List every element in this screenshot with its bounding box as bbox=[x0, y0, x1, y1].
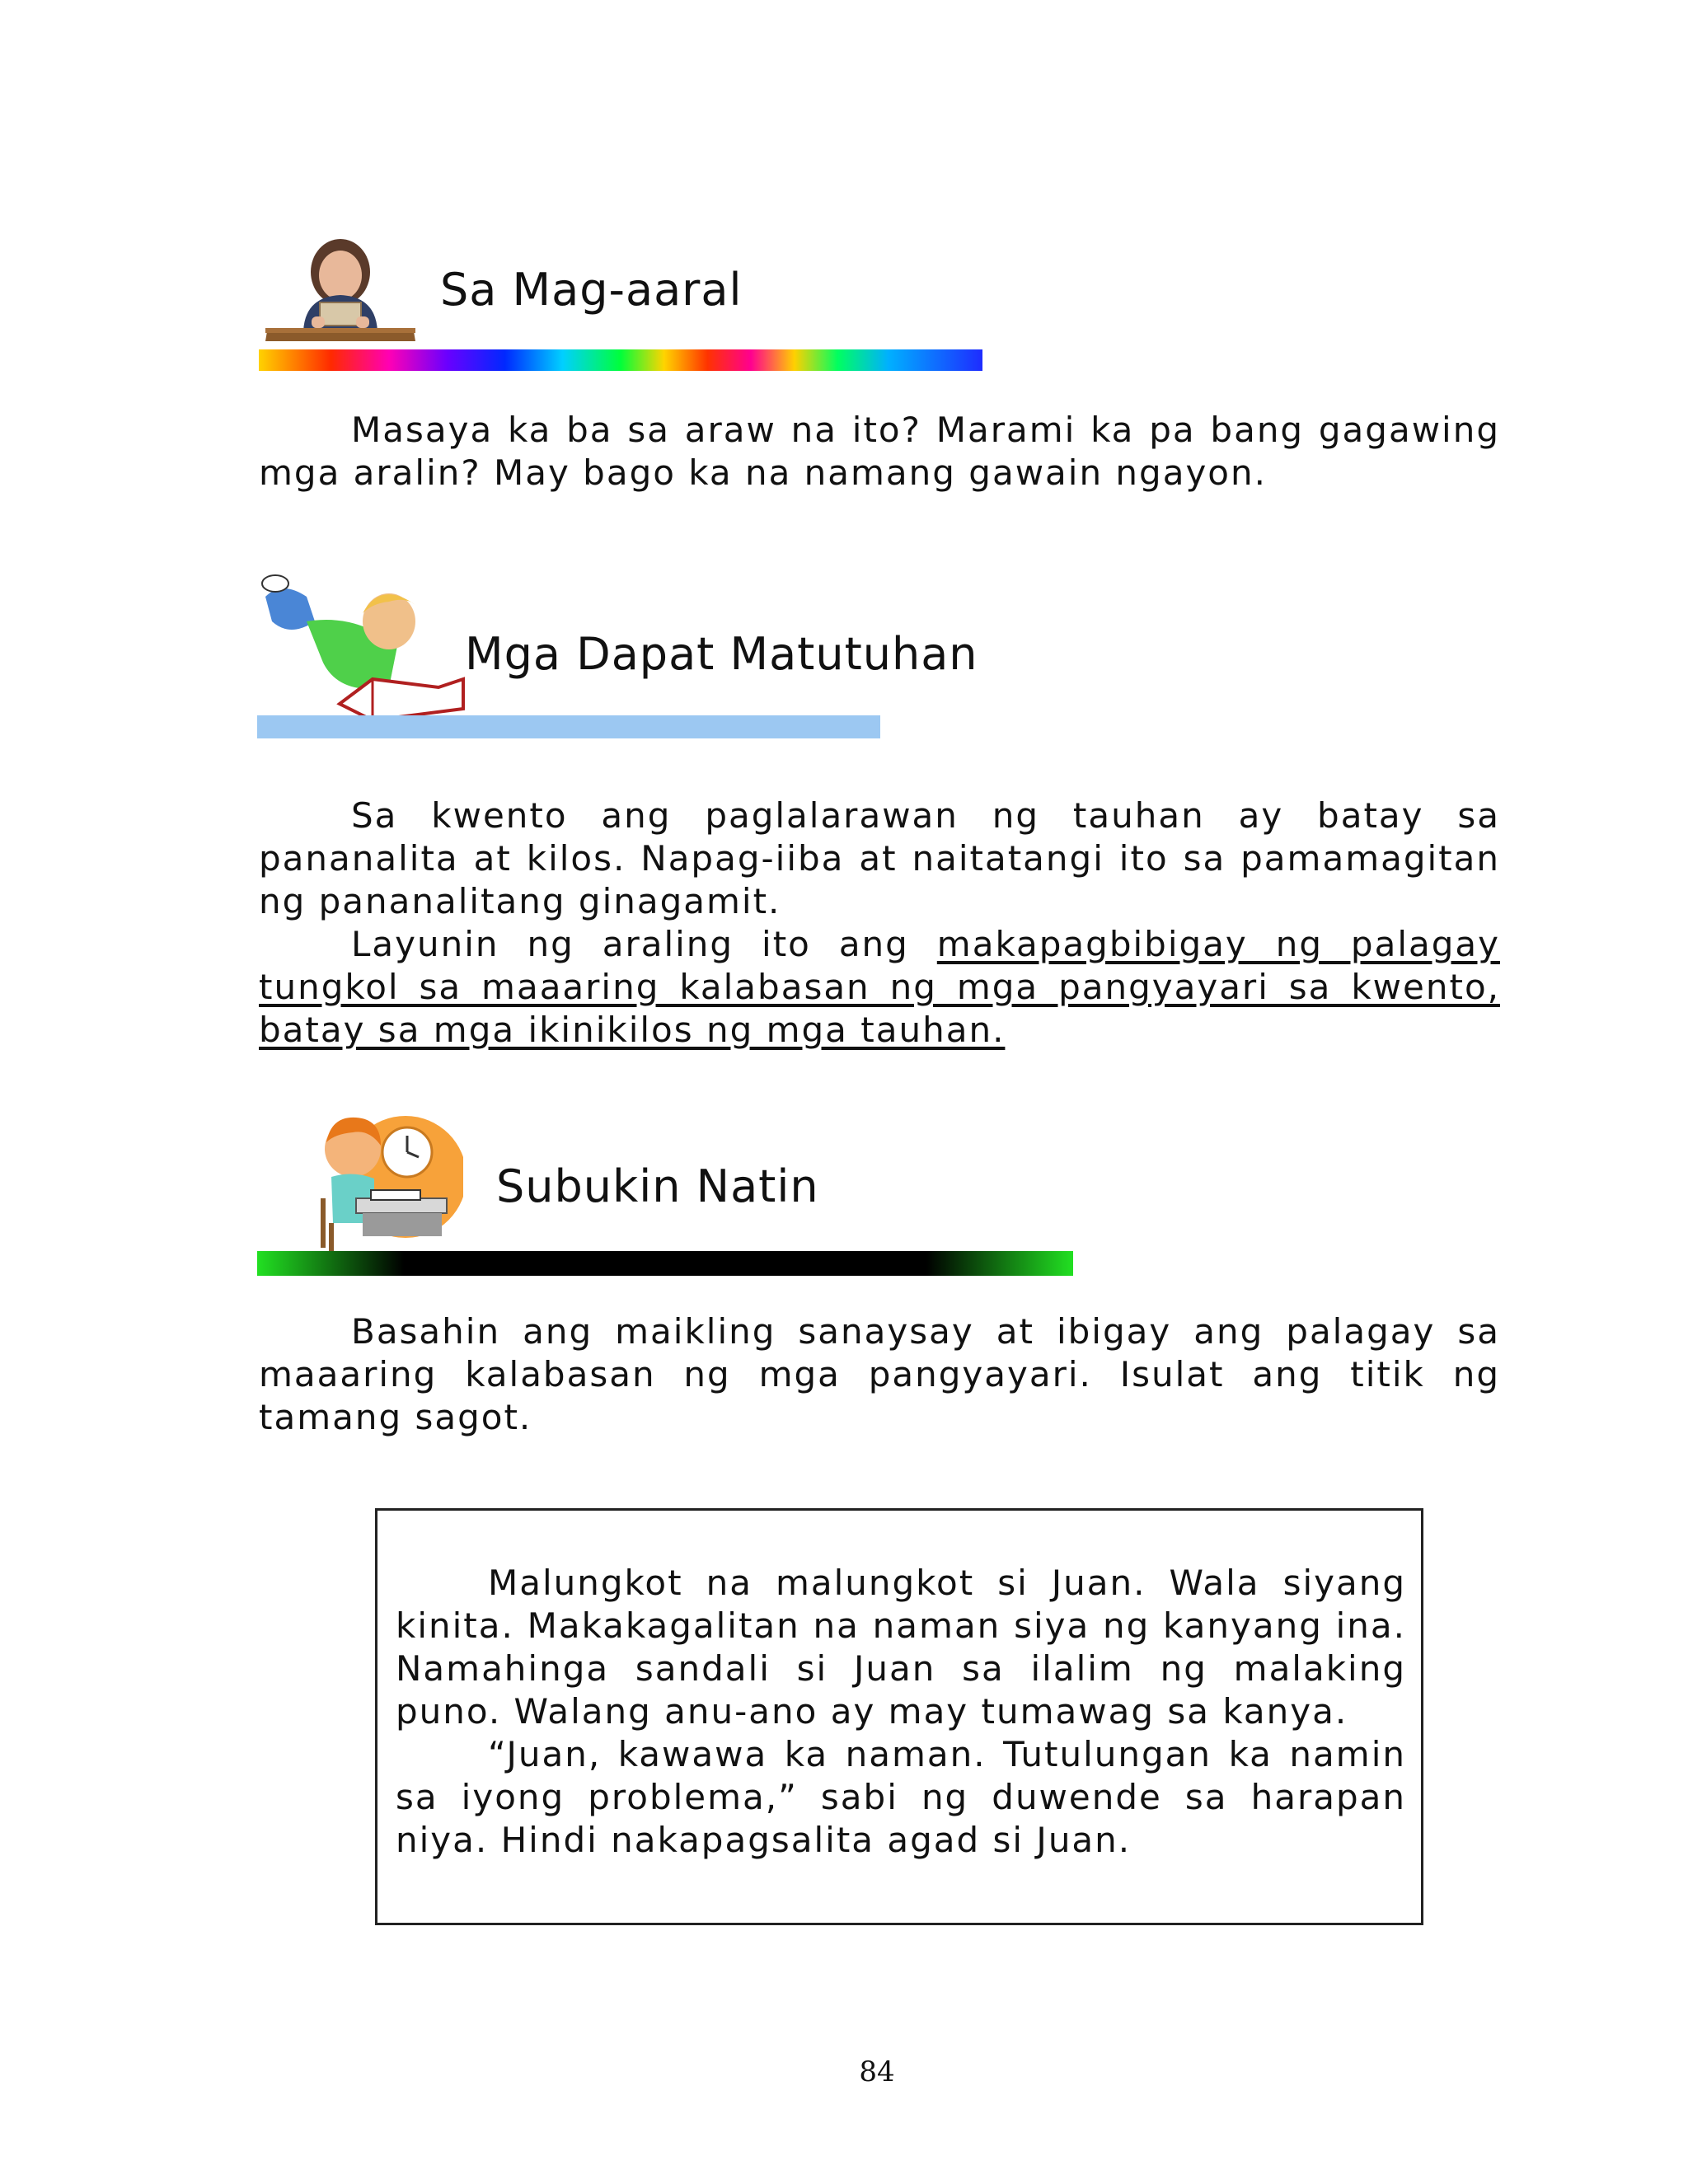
boy-reading-book-icon bbox=[257, 564, 473, 737]
story-text-1: Malungkot na malungkot si Juan. Wala siyang kinita. Makakagalitan na naman siya ng kanyang ina. Namahinga sandali si Juan sa ilalim ng malaking puno. Walang anu-ano ay may tumawag sa kanya. bbox=[396, 1563, 1406, 1732]
story-paragraph-2 bbox=[396, 1733, 1406, 1862]
student-at-desk-icon bbox=[262, 224, 419, 341]
girl-writing-at-desk-icon bbox=[298, 1099, 463, 1253]
objectives-paragraph-2 bbox=[259, 923, 1500, 1052]
story-box bbox=[375, 1508, 1423, 1925]
rainbow-divider bbox=[259, 349, 982, 371]
test-section-title: Subukin Natin bbox=[496, 1160, 819, 1212]
test-body-text: Basahin ang maikling sanaysay at ibigay ang palagay sa maaaring kalabasan ng mga pangyayari. Isulat ang titik ng tamang sagot. bbox=[259, 1311, 1500, 1437]
story-paragraph-1 bbox=[396, 1562, 1406, 1733]
objectives-body-text: Sa kwento ang paglalarawan ng tauhan ay batay sa pananalita at kilos. Napag-iiba at naitatangi ito sa pamamagitan ng pananalitang ginagamit. bbox=[259, 795, 1500, 921]
intro-section-title: Sa Mag-aaral bbox=[440, 264, 743, 316]
intro-paragraph bbox=[259, 409, 1500, 494]
story-text-2: “Juan, kawawa ka naman. Tutulungan ka namin sa iyong problema,” sabi ng duwende sa harapan niya. Hindi nakapagsalita agad si Juan. bbox=[396, 1734, 1406, 1860]
objectives-goal-text: makapagbibigay ng palagay tungkol sa maaaring kalabasan ng mga pangyayari sa kwento, batay sa mga ikinikilos ng mga tauhan. bbox=[259, 924, 1500, 1050]
blue-divider bbox=[257, 715, 880, 738]
green-black-divider bbox=[257, 1251, 1073, 1276]
objectives-section-title: Mga Dapat Matutuhan bbox=[465, 628, 978, 680]
intro-body-text: Masaya ka ba sa araw na ito? Marami ka pa bang gagawing mga aralin? May bago ka na namang gawain ngayon. bbox=[259, 410, 1500, 493]
page-number: 84 bbox=[859, 2055, 895, 2088]
test-paragraph bbox=[259, 1310, 1500, 1439]
objectives-goal-prefix: Layunin ng araling ito ang bbox=[351, 924, 937, 964]
objectives-paragraph-1 bbox=[259, 794, 1500, 923]
